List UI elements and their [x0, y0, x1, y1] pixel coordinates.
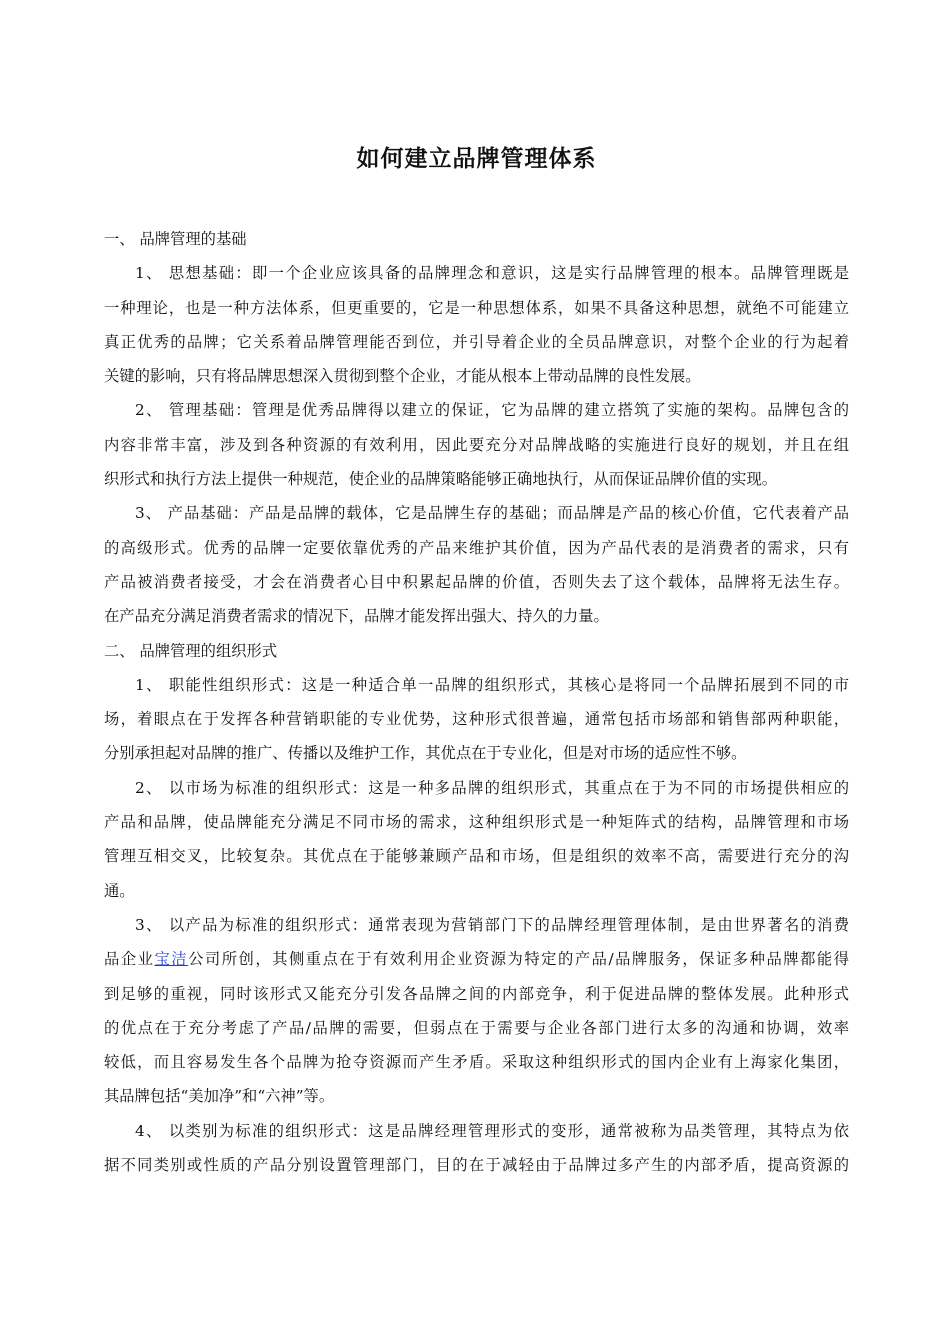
section-heading-1: 一、 品牌管理的基础 [104, 230, 247, 248]
paragraph-line: 在产品充分满足消费者需求的情况下，品牌才能发挥出强大、持久的力量。 [104, 607, 609, 626]
paragraph-product-basis [104, 496, 849, 633]
paragraph-line: 3、 以产品为标准的组织形式：通常表现为营销部门下的品牌经理管理体制，是由世界著名的消费 [135, 915, 849, 934]
paragraph-line: 关键的影响，只有将品牌思想深入贯彻到整个企业，才能从根本上带动品牌的良性发展。 [104, 367, 701, 386]
paragraph-management-basis [104, 393, 849, 496]
paragraph-line: 4、 以类别为标准的组织形式：这是品牌经理管理形式的变形，通常被称为品类管理，其特点为依 [135, 1121, 849, 1140]
paragraph-line: 2、 管理基础：管理是优秀品牌得以建立的保证，它为品牌的建立搭筑了实施的架构。品牌包含的 [135, 401, 849, 420]
paragraph-ideology-basis [104, 256, 849, 393]
paragraph-line: 产品被消费者接受，才会在消费者心目中积累起品牌的价值，否则失去了这个载体，品牌将无法生存。 [104, 572, 849, 591]
paragraph-line: 场，着眼点在于发挥各种营销职能的专业优势，这种形式很普遍，通常包括市场部和销售部两种职能， [104, 710, 849, 729]
paragraph-line: 较低，而且容易发生各个品牌为抢夺资源而产生矛盾。采取这种组织形式的国内企业有上海家化集团， [104, 1053, 849, 1072]
document-title: 如何建立品牌管理体系 [356, 145, 597, 172]
paragraph-line: 内容非常丰富，涉及到各种资源的有效利用，因此要充分对品牌战略的实施进行良好的规划，并且在组 [104, 435, 849, 454]
text-segment: 品企业 [104, 950, 155, 969]
paragraph-product-form [104, 908, 849, 1114]
paragraph-category-form [104, 1114, 849, 1183]
paragraph-line: 产品和品牌，使品牌能充分满足不同市场的需求，这种组织形式是一种矩阵式的结构，品牌管理和市场 [104, 813, 849, 832]
paragraph-line: 管理互相交叉，比较复杂。其优点在于能够兼顾产品和市场，但是组织的效率不高，需要进行充分的沟 [104, 847, 849, 866]
paragraph-line: 的优点在于充分考虑了产品/品牌的需要，但弱点在于需要与企业各部门进行太多的沟通和协调，效率 [104, 1018, 849, 1037]
paragraph-line: 的高级形式。优秀的品牌一定要依靠优秀的产品来维护其价值，因为产品代表的是消费者的需求，只有 [104, 538, 849, 557]
paragraph-line: 1、 职能性组织形式：这是一种适合单一品牌的组织形式，其核心是将同一个品牌拓展到不同的市 [135, 675, 849, 694]
paragraph-line: 2、 以市场为标准的组织形式：这是一种多品牌的组织形式，其重点在于为不同的市场提供相应的 [135, 778, 849, 797]
paragraph-line: 据不同类别或性质的产品分别设置管理部门，目的在于减轻由于品牌过多产生的内部矛盾，提高资源的 [104, 1156, 849, 1175]
paragraph-line: 3、 产品基础：产品是品牌的载体，它是品牌生存的基础；而品牌是产品的核心价值，它代表着产品 [135, 504, 849, 523]
pg-link[interactable]: 宝洁 [154, 950, 189, 969]
paragraph-line: 真正优秀的品牌；它关系着品牌管理能否到位，并引导着企业的全员品牌意识，对整个企业的行为起着 [104, 332, 849, 351]
section-heading-2: 二、 品牌管理的组织形式 [104, 641, 278, 660]
paragraph-line: 通。 [104, 881, 135, 900]
paragraph-line: 分别承担起对品牌的推广、传播以及维护工作，其优点在于专业化，但是对市场的适应性不够。 [104, 744, 747, 763]
paragraph-line: 织形式和执行方法上提供一种规范，使企业的品牌策略能够正确地执行，从而保证品牌价值的实现。 [104, 470, 778, 489]
paragraph-functional-form [104, 668, 849, 771]
text-segment: 公司所创，其侧重点在于有效利用企业资源为特定的产品/品牌服务，保证多种品牌都能得 [188, 950, 849, 969]
paragraph-line [104, 942, 849, 976]
paragraph-line: 到足够的重视，同时该形式又能充分引发各品牌之间的内部竞争，利于促进品牌的整体发展。此种形式 [104, 984, 849, 1003]
paragraph-market-form [104, 771, 849, 908]
document-body [104, 222, 849, 1182]
paragraph-line: 一种理论，也是一种方法体系，但更重要的，它是一种思想体系，如果不具备这种思想，就绝不可能建立 [104, 298, 849, 317]
paragraph-line: 1、 思想基础：即一个企业应该具备的品牌理念和意识，这是实行品牌管理的根本。品牌管理既是 [135, 264, 849, 283]
paragraph-line: 其品牌包括“美加净”和“六神”等。 [104, 1087, 335, 1106]
